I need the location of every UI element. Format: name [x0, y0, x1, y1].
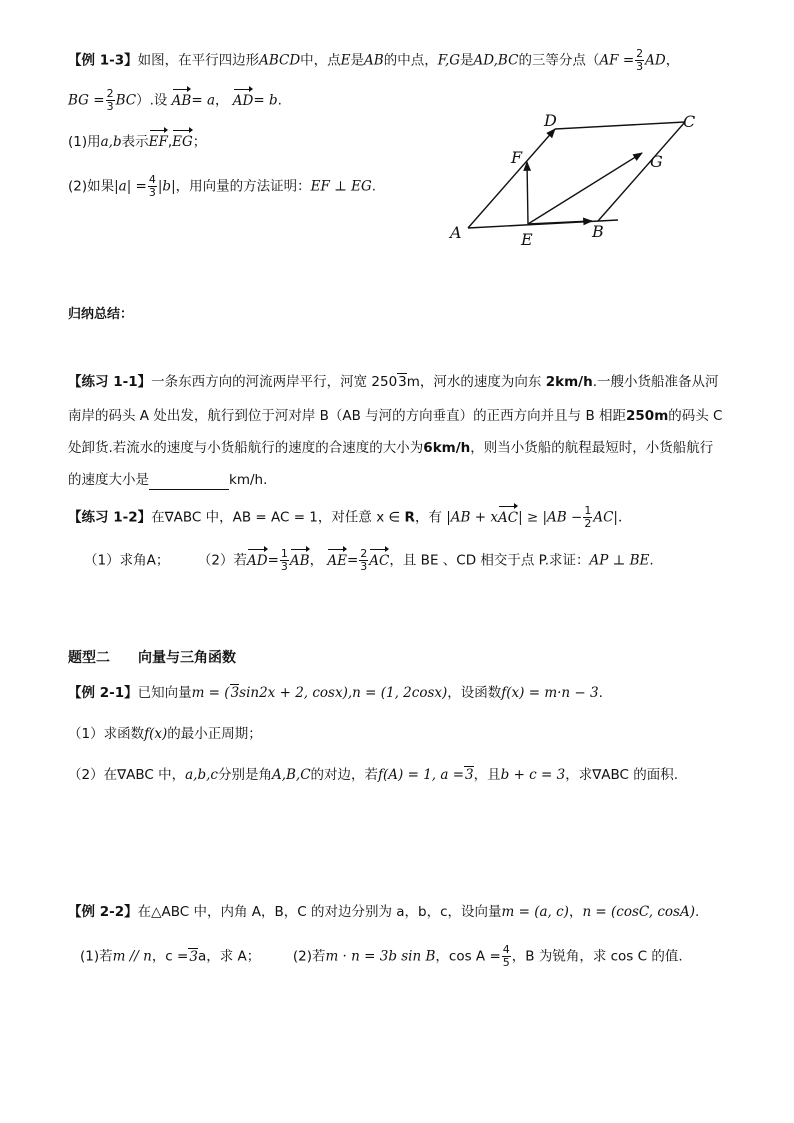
example-2-2-line-1: 【例 2-2】在△ABC 中，内角 A，B，C 的对边分别为 a，b，c，设向量m = (a, c)，n = (cosC, cosA).	[68, 904, 700, 920]
section-heading: 题型二 向量与三角函数	[68, 650, 236, 666]
example-2-2-questions: (1)若m // n，c =3a，求 A； (2)若m · n = 3b sin B，cos A = $\frac{4}{5}$ ，B 为锐角，求 cos C 的值.	[80, 943, 683, 969]
vector-eg	[528, 153, 642, 224]
label-d: D	[544, 111, 557, 130]
fraction: $\frac{4}{3}$	[148, 173, 156, 199]
label-a: A	[450, 223, 462, 242]
fraction: $\frac{2}{3}$	[360, 547, 368, 573]
fraction: $\frac{1}{2}$	[584, 504, 592, 530]
fraction: $\frac{2}{3}$	[106, 87, 114, 113]
example-2-1-question-2: （2）在∇ABC 中，a,b,c分别是角A,B,C的对边，若f(A) = 1, a =3，且b + c = 3，求∇ABC 的面积.	[68, 767, 679, 783]
exercise-1-1-line-4: 的速度大小是 km/h.	[68, 472, 268, 488]
fraction: $\frac{4}{5}$	[502, 943, 510, 969]
fraction: $\frac{1}{3}$	[280, 547, 288, 573]
label-c: C	[683, 112, 696, 131]
vector-ad	[468, 129, 555, 228]
example-1-3-line-1: 【例 1-3】如图，在平行四边形ABCD中，点E是AB的中点，F,G是AD,BC的三等分点（AF = $\frac{2}{3}$ AD，	[68, 47, 680, 73]
parallelogram-figure	[440, 105, 710, 250]
label-f: F	[511, 148, 523, 167]
exercise-1-1-line-1: 【练习 1-1】一条东西方向的河流两岸平行，河宽 2503m，河水的速度为向东 2km/h.一艘小货船准备从河	[68, 374, 719, 390]
exercise-1-2-line-1: 【练习 1-2】在∇ABC 中，AB = AC = 1，对任意 x ∈ R，有 |AB + xAC| ≥ |AB − $\frac{1}{2}$ AC|.	[68, 504, 623, 530]
sqrt: 3	[465, 767, 474, 783]
label-g: G	[650, 152, 663, 171]
sqrt: 3	[398, 374, 407, 390]
example-1-3-question-2: (2)如果|a| = $\frac{4}{3}$ |b|，用向量的方法证明：EF ⊥ EG.	[68, 173, 377, 199]
sqrt: 3	[189, 948, 198, 965]
vector-ef	[527, 162, 528, 224]
exercise-1-1-line-3: 处卸货.若流水的速度与小货船航行的速度的合速度的大小为6km/h，则当小货船的航程最短时，小货船航行	[68, 440, 714, 456]
sqrt: 3	[230, 685, 240, 701]
side-dc	[555, 122, 685, 129]
label-b: B	[592, 222, 604, 241]
label-e: E	[521, 230, 533, 249]
fraction: $\frac{2}{3}$	[636, 47, 644, 73]
example-2-1-line-1: 【例 2-1】已知向量m = (3sin2x + 2, cosx),n = (1, 2cosx)，设函数f(x) = m·n − 3.	[68, 685, 603, 701]
example-1-3-line-2: BG = $\frac{2}{3}$ BC）.设 AB= a， AD= b.	[68, 87, 282, 113]
exercise-1-1-line-2: 南岸的码头 A 处出发，航行到位于河对岸 B（AB 与河的方向垂直）的正西方向并且与 B 相距250m的码头 C	[68, 408, 723, 424]
example-1-3-question-1: (1)用a,b表示EF,EG；	[68, 134, 207, 150]
summary-heading: 归纳总结：	[68, 307, 134, 322]
exercise-1-2-questions: （1）求角A； （2）若AD= $\frac{1}{3}$ AB， AE= $\frac{2}{3}$ AC，且 BE 、CD 相交于点 P.求证：AP ⊥ BE.	[84, 547, 654, 573]
example-2-1-question-1: （1）求函数f(x)的最小正周期；	[68, 726, 262, 742]
answer-blank[interactable]	[149, 475, 229, 490]
